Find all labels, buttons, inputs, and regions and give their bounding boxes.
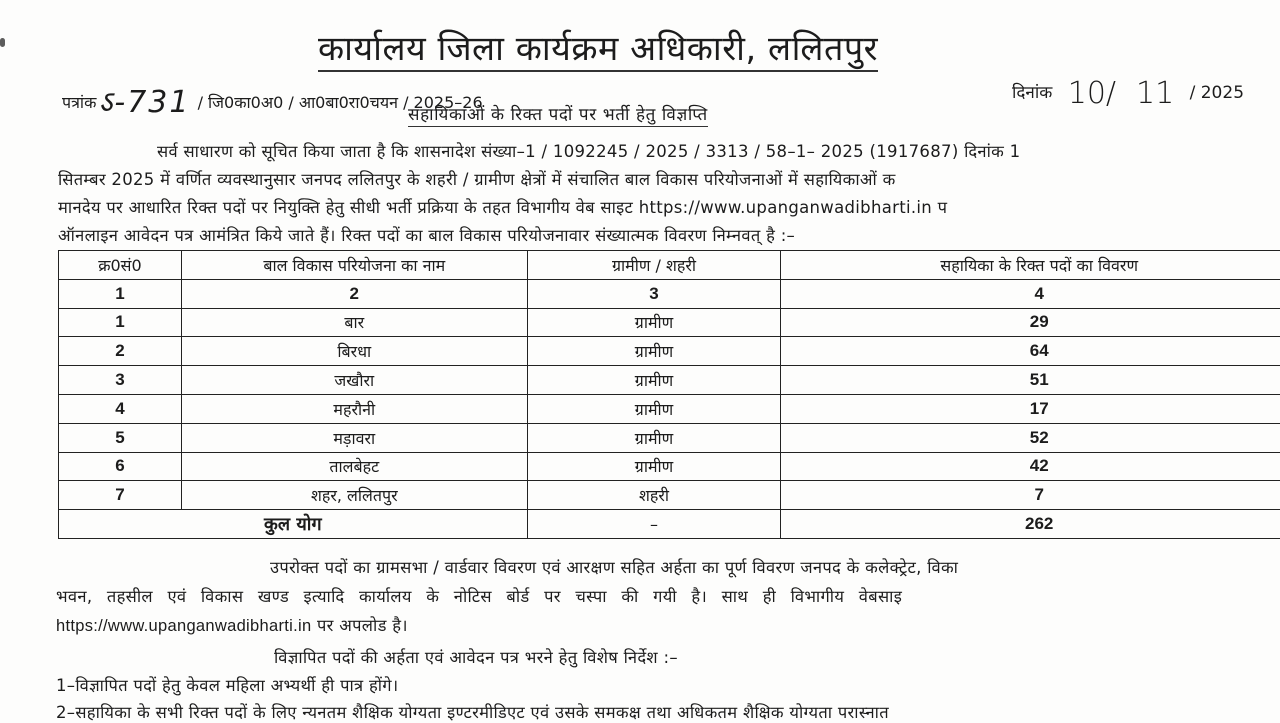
notice-title: सहायिकाओं के रिक्त पदों पर भर्ती हेतु विज्ञप्ति (408, 104, 708, 127)
vacancy-table (58, 250, 1280, 539)
table-row (59, 394, 1280, 423)
cell-project: बिरधा (181, 337, 527, 366)
office-title: कार्यालय जिला कार्यक्रम अधिकारी, ललितपुर (318, 28, 878, 72)
table-row (59, 337, 1280, 366)
table-row (59, 452, 1280, 481)
cell-vacancies: 7 (781, 481, 1280, 510)
cell-vacancies: 52 (781, 423, 1280, 452)
cell-vacancies: 17 (781, 394, 1280, 423)
date-year: / 2025 (1190, 83, 1244, 103)
total-vacancies: 262 (781, 510, 1280, 539)
date-label: दिनांक (1012, 83, 1052, 103)
body-line-1: उपरोक्त पदों का ग्रामसभा / वार्डवार विवरण एवं आरक्षण सहित अर्हता का पूर्ण विवरण जनपद के कलेक्ट्रेट, विका (270, 558, 958, 578)
cell-serial: 5 (59, 423, 182, 452)
cell-serial: 4 (59, 394, 182, 423)
table-row (59, 481, 1280, 510)
cell-area: ग्रामीण (527, 366, 781, 395)
cell-vacancies: 29 (781, 308, 1280, 337)
instruction-point-1: 1–विज्ञापित पदों हेतु केवल महिला अभ्यर्थी ही पात्र होंगे। (56, 676, 398, 696)
total-row (59, 510, 1280, 539)
ref-suffix: / जि0का0अ0 / आ0बा0रा0चयन / 2025–26 (198, 93, 483, 112)
notice-date (1012, 76, 1244, 111)
col-num-2: 2 (181, 279, 527, 308)
cell-serial: 6 (59, 452, 182, 481)
cell-project: जखौरा (181, 366, 527, 395)
cell-vacancies: 51 (781, 366, 1280, 395)
cell-area: ग्रामीण (527, 337, 781, 366)
total-label: कुल योग (59, 510, 528, 539)
body-line-3 (56, 616, 408, 636)
instruction-point-2: 2–सहायिका के सभी रिक्त पदों के लिए न्यनतम शैक्षिक योग्यता इण्टरमीडिएट एवं उसके समकक्ष तथा अधिकतम शैक्षिक योग्यता परास्नात (56, 703, 889, 723)
ref-handwritten-number: ऽ-731 (98, 85, 190, 120)
cell-serial: 1 (59, 308, 182, 337)
date-month: 11 (1136, 76, 1174, 111)
table-header-row (59, 251, 1280, 280)
col-num-1: 1 (59, 279, 182, 308)
body-line-3-rest: पर अपलोड है। (311, 616, 407, 635)
cell-serial: 3 (59, 366, 182, 395)
cell-vacancies: 42 (781, 452, 1280, 481)
table-row (59, 308, 1280, 337)
header-area-type: ग्रामीण / शहरी (527, 251, 781, 280)
website-link[interactable]: https://www.upanganwadibharti.in (56, 617, 311, 635)
cell-project: तालबेहट (181, 452, 527, 481)
header-vacancies: सहायिका के रिक्त पदों का विवरण (781, 251, 1280, 280)
cell-project: बार (181, 308, 527, 337)
cell-area: ग्रामीण (527, 308, 781, 337)
cell-serial: 2 (59, 337, 182, 366)
intro-line-3: मानदेय पर आधारित रिक्त पदों पर नियुक्ति हेतु सीधी भर्ती प्रक्रिया के तहत विभागीय वेब साइट https://www.upanganwadibharti.in प (58, 198, 947, 218)
cell-serial: 7 (59, 481, 182, 510)
instructions-heading: विज्ञापित पदों की अर्हता एवं आवेदन पत्र भरने हेतु विशेष निर्देश :– (274, 648, 678, 668)
table-row (59, 423, 1280, 452)
body-line-2: भवन, तहसील एवं विकास खण्ड इत्यादि कार्यालय के नोटिस बोर्ड पर चस्पा की गयी है। साथ ही विभागीय वेबसाइ (56, 587, 902, 607)
cell-project: शहर, ललितपुर (181, 481, 527, 510)
cell-project: महरौनी (181, 394, 527, 423)
header-serial: क्र0सं0 (59, 251, 182, 280)
col-num-3: 3 (527, 279, 781, 308)
cell-area: ग्रामीण (527, 394, 781, 423)
total-area: – (527, 510, 781, 539)
table-row (59, 366, 1280, 395)
date-day: 10/ (1068, 76, 1116, 111)
cell-area: ग्रामीण (527, 423, 781, 452)
intro-line-1: सर्व साधारण को सूचित किया जाता है कि शासनादेश संख्या–1 / 1092245 / 2025 / 3313 / 58–1– 2025 (1917687) दिनांक 1 (157, 142, 1020, 162)
cell-project: मड़ावरा (181, 423, 527, 452)
ref-label: पत्रांक (62, 93, 96, 112)
col-num-4: 4 (781, 279, 1280, 308)
cell-area: ग्रामीण (527, 452, 781, 481)
header-project-name: बाल विकास परियोजना का नाम (181, 251, 527, 280)
cell-vacancies: 64 (781, 337, 1280, 366)
cell-area: शहरी (527, 481, 781, 510)
column-number-row (59, 279, 1280, 308)
scan-smudge (0, 38, 5, 47)
intro-line-2: सितम्बर 2025 में वर्णित व्यवस्थानुसार जनपद ललितपुर के शहरी / ग्रामीण क्षेत्रों में संचालित बाल विकास परियोजनाओं में सहायिकाओं क (58, 170, 896, 190)
intro-line-4: ऑनलाइन आवेदन पत्र आमंत्रित किये जाते हैं। रिक्त पदों का बाल विकास परियोजनावार संख्यात्मक विवरण निम्नवत् है :– (58, 226, 795, 246)
